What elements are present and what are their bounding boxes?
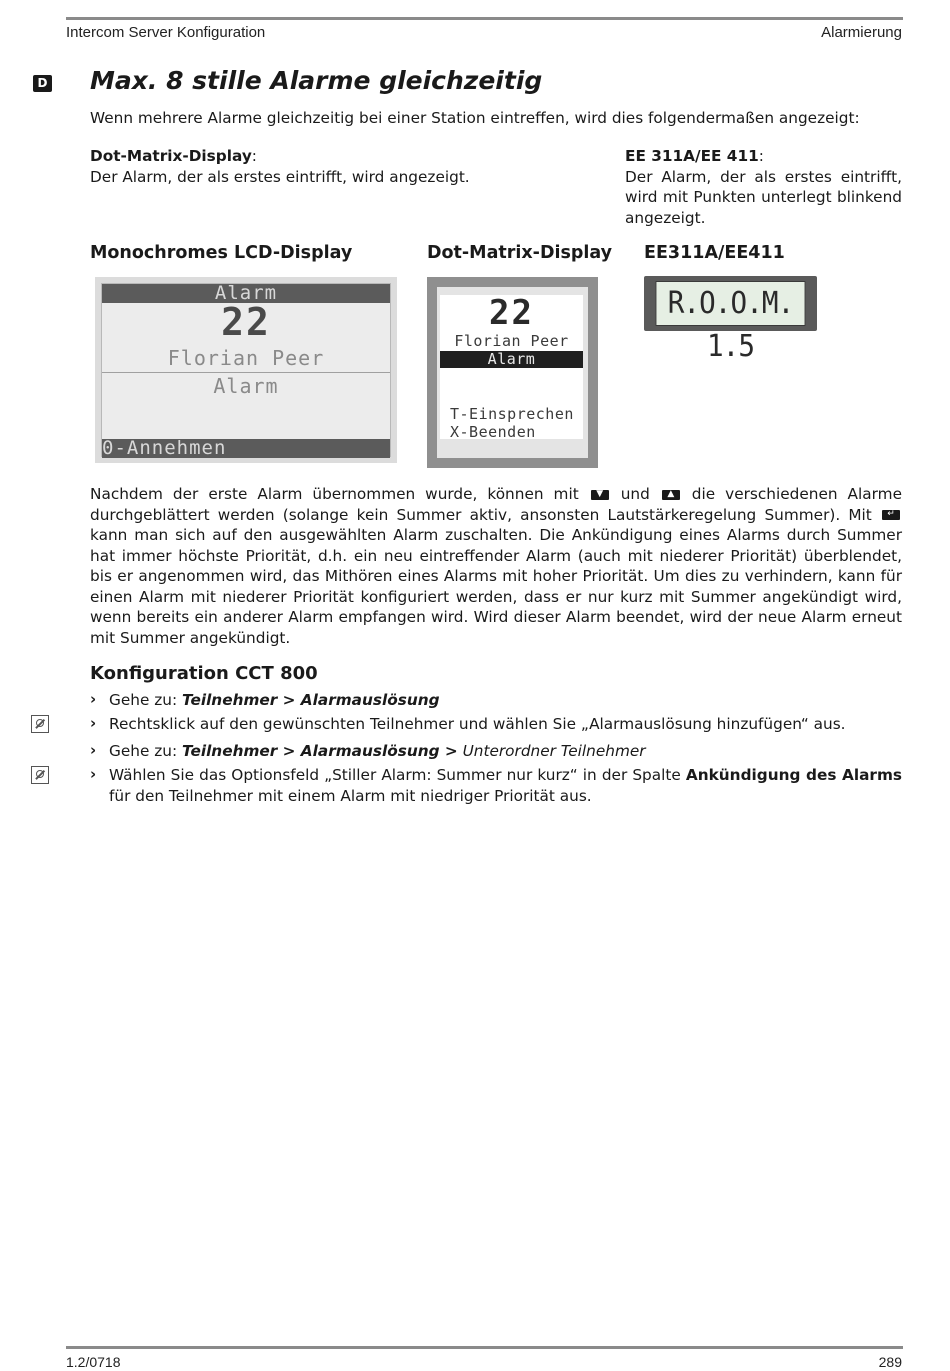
step-1: Gehe zu: Teilnehmer > Alarmauslösung: [109, 691, 440, 709]
dm-line1: T-Einsprechen: [450, 405, 574, 423]
dotmatrix-screen: [440, 295, 583, 439]
ee-display: [644, 276, 817, 364]
intro-text: Wenn mehrere Alarme gleichzeitig bei einer Station eintreffen, wird dies folgendermaßen angezeigt:: [90, 109, 860, 127]
header-left: Intercom Server Konfiguration: [66, 24, 266, 41]
lcd-screen: [101, 283, 391, 457]
footer-left: 1.2/0718: [66, 1354, 121, 1370]
heading-lcd: Monochromes LCD-Display: [90, 243, 353, 263]
heading-dotmatrix: Dot-Matrix-Display: [427, 243, 613, 263]
enter-key-icon: ↵: [882, 510, 900, 520]
col-right-text: Der Alarm, der als erstes eintrifft, wird mit Punkten unterlegt blinkend angezeigt.: [625, 167, 902, 227]
arrow-up-key-icon: ▲: [662, 490, 680, 500]
col-left-text: Der Alarm, der als erstes eintrifft, wird angezeigt.: [90, 167, 470, 186]
arrow-down-key-icon: ▼: [591, 490, 609, 500]
step-4: Wählen Sie das Optionsfeld „Stiller Alarm: Summer nur kurz“ in der Spalte Ankündigung des Alarms für den Teilnehmer mit einem Alarm mit niedriger Priorität aus.: [109, 766, 902, 805]
col-right: EE 311A/EE 411: Der Alarm, der als erstes eintrifft, wird mit Punkten unterlegt blinkend angezeigt.: [625, 147, 902, 227]
lcd-status: Alarm: [213, 374, 279, 398]
heading-ee: EE311A/EE411: [644, 243, 785, 263]
page-title: Max. 8 stille Alarme gleichzeitig: [90, 66, 543, 95]
body-paragraph: Nachdem der erste Alarm übernommen wurde, können mit ▼ und ▲ die verschiedenen Alarme durchgeblättert werden (solange kein Summer aktiv, ansonsten Lautstärkeregelung Summer). Mit ↵ kann man sich auf den ausgewählten Alarm zuschalten. Die Ankündigung eines Alarms durch Summer hat immer höchste Priorität, d.h. ein neu eintreffender Alarm (auch mit niederer Priorität) überblendet, bis er angenommen wird, das Mithören eines Alarms mit hoher Priorität. Um dies zu verhindern, kann für einen Alarm mit niederer Priorität konfiguriert werden, dass er nur kurz mit Summer angekündigt wird, wenn bereits ein anderer Alarm empfangen wird. Wird dieser Alarm beendet, wird der neue Alarm erneut mit Summer angekündigt.: [90, 485, 902, 647]
dm-line2: X-Beenden: [450, 423, 536, 441]
language-badge: D: [33, 75, 52, 92]
col-right-heading: EE 311A/EE 411: [625, 147, 759, 165]
ee-screen-text: R.O.O.M. 1.5: [656, 281, 806, 326]
lcd-display: [95, 277, 397, 463]
header-right: Alarmierung: [821, 24, 902, 41]
chevron-icon: ›: [90, 690, 97, 708]
step-3: Gehe zu: Teilnehmer > Alarmauslösung > Unterordner Teilnehmer: [109, 742, 646, 760]
config-heading: Konfiguration CCT 800: [90, 663, 318, 684]
chevron-icon: ›: [90, 714, 97, 732]
lcd-top-bar: Alarm: [102, 284, 390, 303]
chevron-icon: ›: [90, 765, 97, 783]
lcd-separator: [102, 372, 390, 373]
dm-name: Florian Peer: [454, 332, 569, 350]
lcd-number: 22: [221, 300, 271, 344]
col-left-heading: Dot-Matrix-Display: [90, 147, 252, 165]
col-left: Dot-Matrix-Display: Der Alarm, der als erstes eintrifft, wird angezeigt.: [90, 147, 470, 186]
not-applicable-icon: [31, 766, 49, 784]
footer-rule: [66, 1346, 903, 1349]
dm-number: 22: [489, 293, 534, 333]
dotmatrix-bezel: [437, 287, 588, 458]
lcd-name: Florian Peer: [167, 346, 325, 370]
chevron-icon: ›: [90, 741, 97, 759]
page-number: 289: [878, 1354, 902, 1370]
dm-status: Alarm: [440, 351, 583, 368]
lcd-bottom-bar: 0-Annehmen: [102, 439, 390, 458]
header-rule: [66, 17, 903, 20]
step-2: Rechtsklick auf den gewünschten Teilnehmer und wählen Sie „Alarmauslösung hinzufügen“ aus.: [109, 715, 846, 733]
dotmatrix-display: [427, 277, 598, 468]
not-applicable-icon: [31, 715, 49, 733]
